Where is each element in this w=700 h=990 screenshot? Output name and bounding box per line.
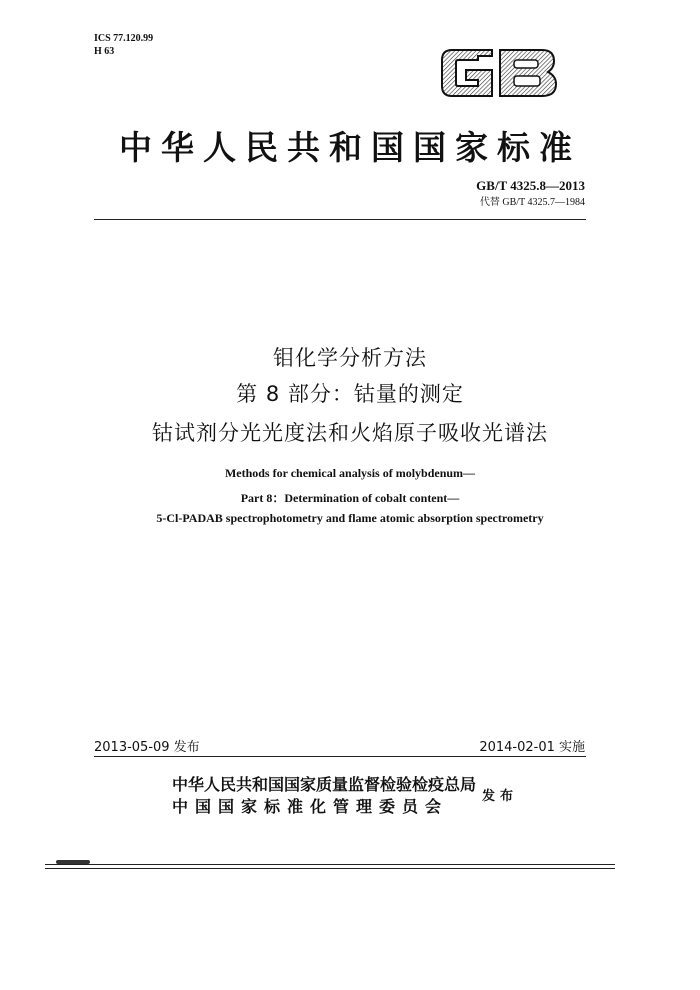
title-en-line-2: Part 8：Determination of cobalt content— xyxy=(240,491,460,505)
replaced-standard: 代替 GB/T 4325.7—1984 xyxy=(479,197,585,208)
title-zh-line-2: 第 8 部分：钴量的测定 xyxy=(236,382,464,406)
issuer-aqsiq: 中华人民共和国国家质量监督检验检疫总局 xyxy=(172,775,477,794)
title-zh-line-3: 钴试剂分光光度法和火焰原子吸收光谱法 xyxy=(152,421,548,445)
ccs-code: H 63 xyxy=(94,46,115,57)
national-standard-title: 中华人民共和国国家标准 xyxy=(119,128,581,167)
title-en-line-3: 5-Cl-PADAB spectrophotometry and flame atomic absorption spectrometry xyxy=(156,511,544,525)
standard-number: GB/T 4325.8—2013 xyxy=(476,178,585,193)
ics-code: ICS 77.120.99 xyxy=(94,33,154,44)
implement-date: 2014-02-01 实施 xyxy=(479,740,585,755)
bottom-divider-2 xyxy=(45,868,615,869)
classification-codes xyxy=(94,32,153,58)
title-en-line-1: Methods for chemical analysis of molybdenum— xyxy=(224,466,476,480)
issuer-sac: 中国国家标准化管理委员会 xyxy=(172,797,449,816)
bottom-divider-1 xyxy=(45,864,615,865)
gb-logo xyxy=(438,46,560,100)
publish-date: 2013-05-09 发布 xyxy=(94,740,200,755)
top-divider xyxy=(94,219,586,220)
middle-divider xyxy=(94,756,586,757)
logo-text: GB xyxy=(499,76,501,77)
title-zh-line-1: 钼化学分析方法 xyxy=(273,346,427,370)
issue-label: 发布 xyxy=(482,789,519,804)
